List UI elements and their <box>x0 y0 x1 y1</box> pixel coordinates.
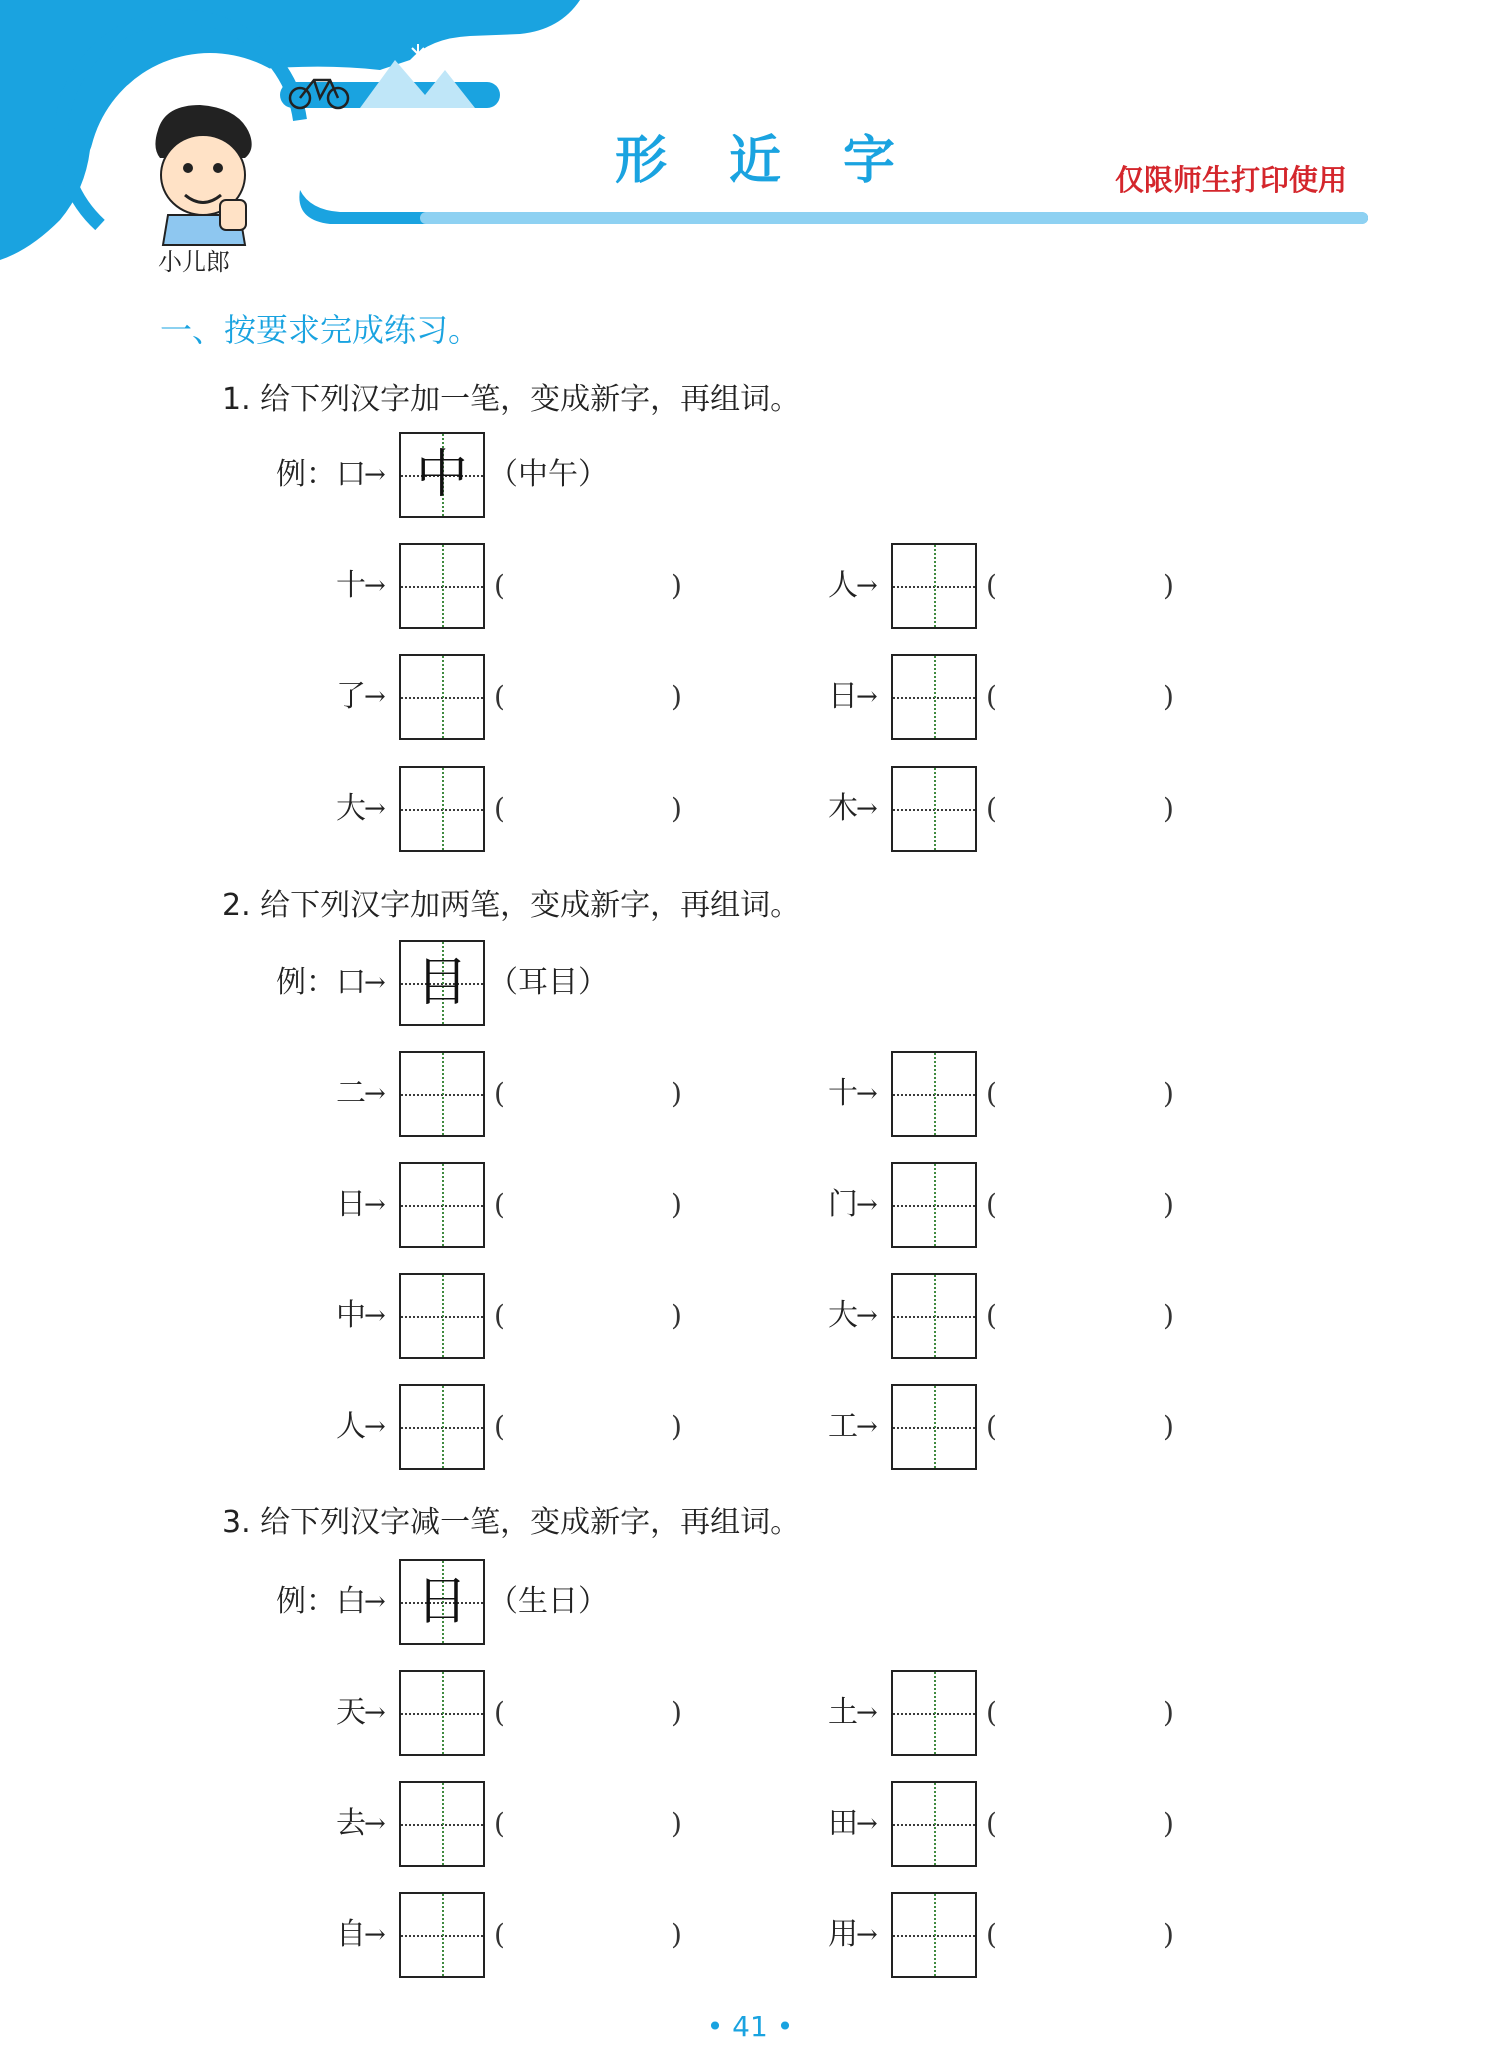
arrow-icon: → <box>856 1190 878 1220</box>
word-blank-open: ( <box>494 1188 505 1221</box>
q2-row <box>768 1384 1268 1470</box>
answer-grid[interactable] <box>891 1892 977 1978</box>
word-blank-close: ) <box>1163 680 1174 713</box>
word-blank-open: ( <box>986 569 997 602</box>
word-blank-open: ( <box>494 569 505 602</box>
q1-row <box>768 543 1268 629</box>
answer-grid[interactable] <box>891 1162 977 1248</box>
answer-grid[interactable] <box>399 1670 485 1756</box>
word-blank-close: ) <box>671 1188 682 1221</box>
source-char: 自 <box>336 1917 366 1952</box>
arrow-icon: → <box>856 1412 878 1442</box>
answer-grid[interactable] <box>399 766 485 852</box>
source-char: 田 <box>828 1806 858 1841</box>
q1-row <box>768 766 1268 852</box>
q2-row <box>768 1273 1268 1359</box>
word-blank-close: ) <box>671 792 682 825</box>
answer-grid[interactable] <box>399 1273 485 1359</box>
word-blank-close: ) <box>671 1077 682 1110</box>
word-blank-open: ( <box>986 1807 997 1840</box>
q3-example-row <box>276 1559 776 1645</box>
example-answer: 日 <box>415 1572 468 1632</box>
answer-grid[interactable] <box>891 1273 977 1359</box>
arrow-icon: → <box>856 794 878 824</box>
source-char: 人 <box>828 568 858 603</box>
q2-row <box>276 1162 776 1248</box>
word-blank-open: ( <box>986 680 997 713</box>
tianzige-grid <box>399 940 485 1026</box>
arrow-icon: → <box>364 1301 386 1331</box>
example-word: （耳目） <box>488 965 608 1000</box>
example-source: 例：口 <box>276 965 366 1000</box>
example-word: （中午） <box>488 457 608 492</box>
example-answer: 目 <box>415 953 468 1013</box>
q1-row <box>276 654 776 740</box>
word-blank-close: ) <box>671 569 682 602</box>
source-char: 十 <box>336 568 366 603</box>
source-char: 二 <box>336 1076 366 1111</box>
word-blank-close: ) <box>1163 1807 1174 1840</box>
q2-example-row <box>276 940 776 1026</box>
answer-grid[interactable] <box>399 543 485 629</box>
word-blank-open: ( <box>986 1918 997 1951</box>
word-blank-close: ) <box>671 680 682 713</box>
question-3-title: 3. 给下列汉字减一笔，变成新字，再组词。 <box>222 1505 801 1540</box>
example-answer: 中 <box>415 445 468 505</box>
arrow-icon: → <box>364 968 386 998</box>
word-blank-close: ) <box>1163 1188 1174 1221</box>
q3-row <box>768 1892 1268 1978</box>
q2-row <box>768 1051 1268 1137</box>
word-blank-open: ( <box>986 792 997 825</box>
source-char: 天 <box>336 1695 366 1730</box>
example-source: 例：白 <box>276 1584 366 1619</box>
answer-grid[interactable] <box>891 1384 977 1470</box>
arrow-icon: → <box>364 1809 386 1839</box>
answer-grid[interactable] <box>399 1892 485 1978</box>
word-blank-open: ( <box>494 792 505 825</box>
arrow-icon: → <box>364 682 386 712</box>
word-blank-close: ) <box>1163 569 1174 602</box>
word-blank-close: ) <box>671 1918 682 1951</box>
answer-grid[interactable] <box>891 1051 977 1137</box>
arrow-icon: → <box>364 1920 386 1950</box>
q2-row <box>276 1051 776 1137</box>
q3-row <box>768 1781 1268 1867</box>
word-blank-open: ( <box>986 1410 997 1443</box>
answer-grid[interactable] <box>891 1781 977 1867</box>
example-word: （生日） <box>488 1584 608 1619</box>
word-blank-close: ) <box>1163 1077 1174 1110</box>
source-char: 土 <box>828 1695 858 1730</box>
source-char: 去 <box>336 1806 366 1841</box>
word-blank-open: ( <box>494 1077 505 1110</box>
print-note: 仅限师生打印使用 <box>1115 163 1348 197</box>
word-blank-close: ) <box>1163 1918 1174 1951</box>
q3-row <box>276 1781 776 1867</box>
answer-grid[interactable] <box>399 1162 485 1248</box>
answer-grid[interactable] <box>891 654 977 740</box>
source-char: 日 <box>828 679 858 714</box>
arrow-icon: → <box>364 1190 386 1220</box>
tianzige-grid <box>399 432 485 518</box>
question-2-title: 2. 给下列汉字加两笔，变成新字，再组词。 <box>222 888 801 923</box>
source-char: 工 <box>828 1409 858 1444</box>
source-char: 大 <box>336 791 366 826</box>
brand-name: 小儿郎 <box>158 248 230 276</box>
answer-grid[interactable] <box>399 1051 485 1137</box>
source-char: 了 <box>336 679 366 714</box>
source-char: 大 <box>828 1298 858 1333</box>
word-blank-open: ( <box>986 1299 997 1332</box>
page-number: • 41 • <box>706 2010 794 2043</box>
example-source: 例：口 <box>276 457 366 492</box>
arrow-icon: → <box>364 1698 386 1728</box>
source-char: 十 <box>828 1076 858 1111</box>
word-blank-close: ) <box>671 1807 682 1840</box>
q3-row <box>276 1892 776 1978</box>
arrow-icon: → <box>364 1587 386 1617</box>
arrow-icon: → <box>856 1698 878 1728</box>
q1-row <box>276 766 776 852</box>
section-heading: 一、按要求完成练习。 <box>160 311 481 349</box>
word-blank-close: ) <box>1163 1410 1174 1443</box>
arrow-icon: → <box>364 460 386 490</box>
word-blank-open: ( <box>986 1188 997 1221</box>
word-blank-open: ( <box>494 680 505 713</box>
arrow-icon: → <box>364 571 386 601</box>
q1-row <box>768 654 1268 740</box>
arrow-icon: → <box>856 1301 878 1331</box>
word-blank-open: ( <box>494 1918 505 1951</box>
mascot-boy-icon <box>155 105 251 245</box>
q2-row <box>768 1162 1268 1248</box>
arrow-icon: → <box>856 571 878 601</box>
answer-grid[interactable] <box>891 543 977 629</box>
q3-row <box>276 1670 776 1756</box>
q1-example-row <box>276 432 776 518</box>
answer-grid[interactable] <box>891 766 977 852</box>
source-char: 用 <box>828 1917 858 1952</box>
source-char: 日 <box>336 1187 366 1222</box>
source-char: 门 <box>828 1187 858 1222</box>
word-blank-close: ) <box>1163 792 1174 825</box>
word-blank-close: ) <box>1163 1299 1174 1332</box>
question-1-title: 1. 给下列汉字加一笔，变成新字，再组词。 <box>222 382 801 417</box>
answer-grid[interactable] <box>399 1781 485 1867</box>
q2-row <box>276 1273 776 1359</box>
word-blank-open: ( <box>986 1077 997 1110</box>
word-blank-open: ( <box>986 1696 997 1729</box>
word-blank-close: ) <box>671 1696 682 1729</box>
arrow-icon: → <box>856 1809 878 1839</box>
word-blank-close: ) <box>671 1410 682 1443</box>
word-blank-open: ( <box>494 1696 505 1729</box>
arrow-icon: → <box>364 1079 386 1109</box>
answer-grid[interactable] <box>399 1384 485 1470</box>
q3-row <box>768 1670 1268 1756</box>
answer-grid[interactable] <box>891 1670 977 1756</box>
word-blank-close: ) <box>671 1299 682 1332</box>
page-title: 形近字 <box>615 131 958 191</box>
arrow-icon: → <box>364 1412 386 1442</box>
tianzige-grid <box>399 1559 485 1645</box>
answer-grid[interactable] <box>399 654 485 740</box>
source-char: 人 <box>336 1409 366 1444</box>
source-char: 木 <box>828 791 858 826</box>
source-char: 中 <box>336 1298 366 1333</box>
arrow-icon: → <box>364 794 386 824</box>
q2-row <box>276 1384 776 1470</box>
word-blank-open: ( <box>494 1807 505 1840</box>
word-blank-open: ( <box>494 1410 505 1443</box>
q1-row <box>276 543 776 629</box>
arrow-icon: → <box>856 682 878 712</box>
arrow-icon: → <box>856 1920 878 1950</box>
arrow-icon: → <box>856 1079 878 1109</box>
word-blank-open: ( <box>494 1299 505 1332</box>
word-blank-close: ) <box>1163 1696 1174 1729</box>
